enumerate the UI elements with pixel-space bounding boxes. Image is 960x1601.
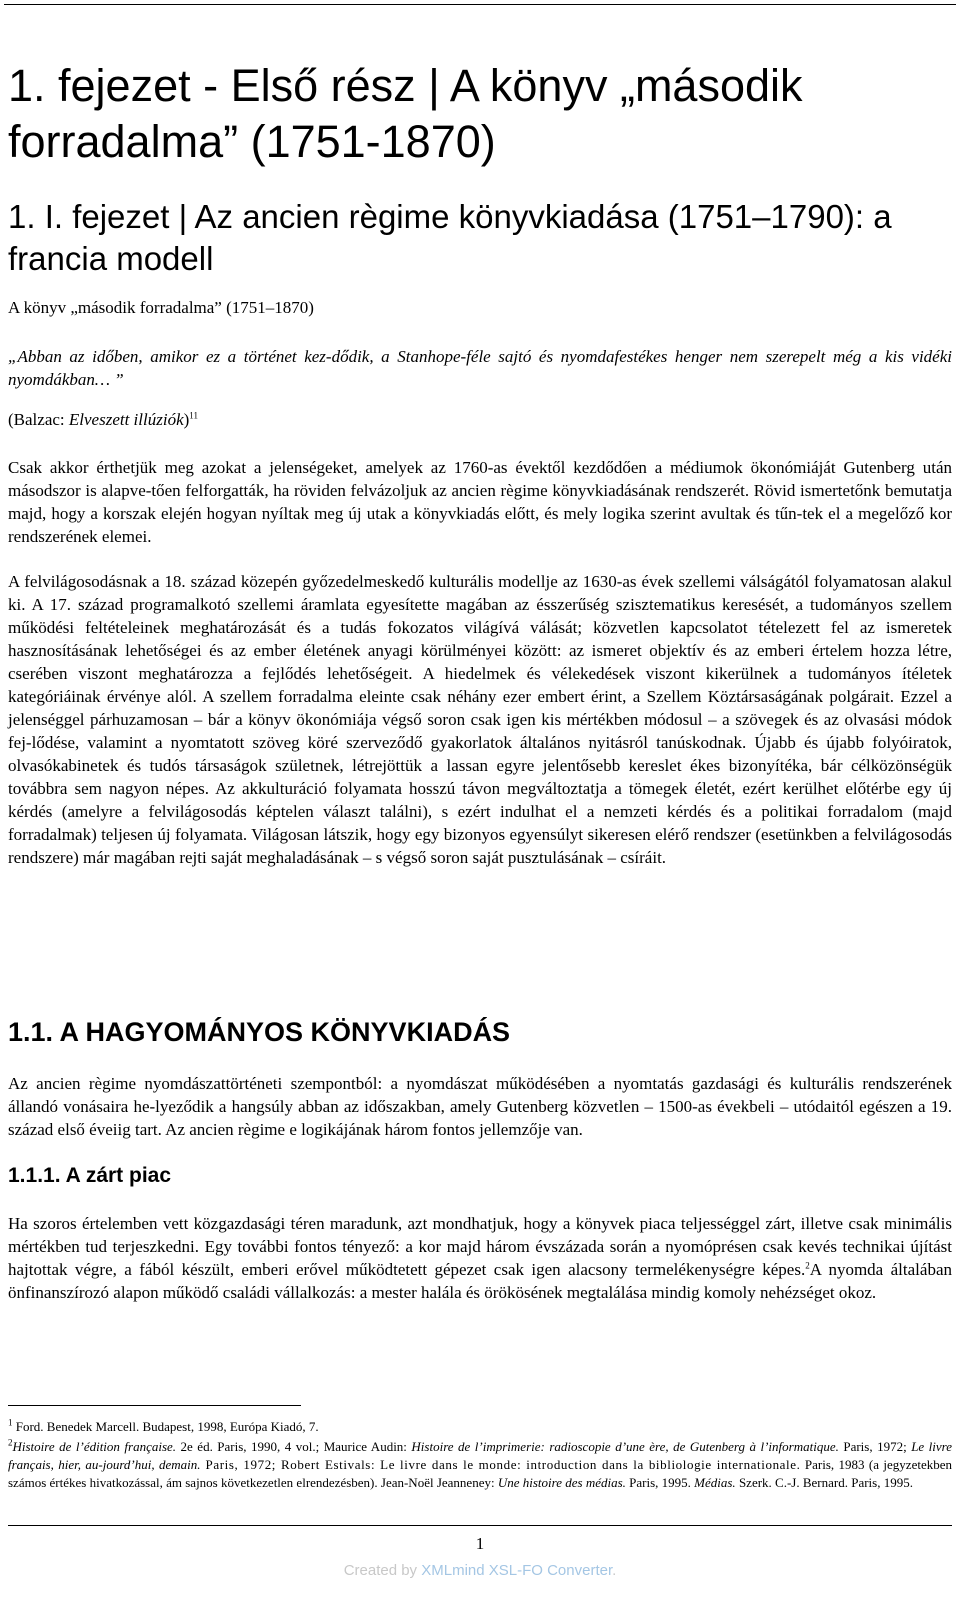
subtitle: A könyv „második forradalma” (1751–1870) [8, 298, 314, 317]
footer-separator [8, 1525, 952, 1526]
attribution-work: Elveszett illúziók [68, 410, 184, 429]
paragraph-4-part-a: Ha szoros értelemben vett közgazdasági téren maradunk, azt mondhatjuk, hogy a könyvek piaca teljességgel zárt, illetve csak minimális mértékben tud terjeszkedni. Egy további fontos tényező: a kor majd három évszázada során a nyomóprésen csak kevés technikai újítást hajtottak végre, a fából készült, emberi erővel működtetett gépezet csak igen alacsony termelékenységre képes. [8, 1214, 952, 1279]
footnote-2-title-4: Une histoire des médias. [497, 1475, 626, 1490]
footnote-2-text-3: Paris, 1972; Robert Estivals: Le livre dans le monde: introduction dans la bibliologie internationale. [200, 1457, 801, 1472]
footnote-2-text-2: Paris, 1972; [838, 1439, 912, 1454]
footnote-1-mark: 1 [8, 1417, 13, 1428]
footnote-1-text: Ford. Benedek Marcell. Budapest, 1998, Európa Kiadó, 7. [15, 1419, 319, 1434]
paragraph-4-part-b: A nyomda általában önfinanszírozó alapon működő családi vállalkozás: a mester halála és örökösének megtalálása mindig komoly nehézséget okoz. [8, 1260, 952, 1302]
footnote-2-title-1: Histoire de l’édition française. [12, 1439, 177, 1454]
footnote-2-title-2: Histoire de l’imprimerie: radioscopie d’une ère, de Gutenberg à l’informatique. [411, 1439, 839, 1454]
section-title: 1. I. fejezet | Az ancien règime könyvkiadása (1751–1790): a francia modell [8, 198, 892, 277]
footnote-separator [8, 1405, 301, 1406]
heading-closed-market: 1.1.1. A zárt piac [8, 1164, 172, 1187]
heading-traditional-publishing: 1.1. A HAGYOMÁNYOS KÖNYVKIADÁS [8, 1017, 511, 1047]
attribution-suffix: ) [183, 410, 190, 429]
attribution-prefix: (Balzac: [8, 410, 69, 429]
footnote-2-title-5: Médias. [694, 1475, 736, 1490]
footnote-2-text-5: Paris, 1995. [625, 1475, 695, 1490]
credit-suffix: . [612, 1562, 617, 1579]
converter-credit [8, 1561, 952, 1581]
paragraph-3: Az ancien règime nyomdászattörténeti szempontból: a nyomdászat működésében a nyomtatás gazdasági és kulturális rendszerének állandó vonásaira he-lyeződik a hangsúly abban az időszakban, amely Gutenberg közvetlen – 1500-as évekbeli – utódaitól egészen a 19. század első éveiig tart. Az ancien règime e logikájának három fontos jellemzője van. [8, 1074, 952, 1139]
epigraph-attribution [8, 408, 952, 431]
footnote-ref-1[interactable]: 11 [189, 410, 198, 421]
footnote-2 [8, 1438, 952, 1492]
footnote-2-text-1: 2e éd. Paris, 1990, 4 vol.; Maurice Audin: [176, 1439, 412, 1454]
footnote-2-text-6: Szerk. C.-J. Bernard. Paris, 1995. [735, 1475, 913, 1490]
epigraph-quote: „Abban az időben, amikor ez a történet kez-dődik, a Stanhope-féle sajtó és nyomdafestékes henger nem szerepelt még a kis vidéki nyomdákban… ” [8, 347, 952, 389]
paragraph-2: A felvilágosodásnak a 18. század közepén győzedelmeskedő kulturális modellje az 1630-as évek szellemi válságától folyamatosan alakul ki. A 17. század programalkotó szellemi áramlata egyesítette magában az ésszerűség szisztematikus keresését, a tudományos szellem működési feltételeinek meghatározását és a tudás fokozatos világívá válását; közvetlen kapcsolatot tételezett fel az ismeretek hasznosításának lehetőségei és az ember életének anyagi körülményei között: az ismeret objektív és az emberi értelem hozza létre, cserében viszont meghatározza a fejlődés lehetőségeit. A hiedelmek és vélekedések viszont kikerülnek a tudományos ítéletek kategóriáinak érvénye alól. A szellem forradalma eleinte csak néhány ezer embert érint, a Szellem Köztársaságának polgárait. Ezzel a jelenséggel párhuzamosan – bár a könyv ökonómiája végső soron csak igen kis mértékben módosul – a szövegek és az olvasási módok fej-lődése, valamint a nyomtatott szöveg köré szerveződő gyakorlatok általános nyitásról tanúskodnak. Újabb és újabb folyóiratok, olvasókabinetek és tudós társaságok születnek, létrejöttük a lassan egyre jelentősebb kereslet ékes bizonyítéka, bár célközönségük továbbra sem nagyon népes. Az akkulturáció folyamata hosszú távon megváltoztatja a tömegek életét, ezért kerülhet előtérbe egy új kérdés (amelyre a felvilágosodás képtelen választ találni), s ezért indulhat el a nemzeti kérdés és a politikai forradalom (majd forradalmak) teljesen új folyamata. Világosan látszik, hogy egy bizonyos egyensúlyt sikeresen elérő rendszer (esetünkben a felvilágosodás rendszere) már magában rejti saját meghaladásának – s végső soron saját pusztulásának – csíráit. [8, 572, 952, 867]
top-border-line [4, 4, 956, 5]
paragraph-4 [8, 1212, 952, 1304]
paragraph-1: Csak akkor érthetjük meg azokat a jelenségeket, amelyek az 1760-as évektől kezdődően a médiumok ökonómiáját Gutenberg után másodszor is alapve-tően felforgatták, ha röviden felvázoljuk az ancien règime könyvkiadásának rendszerét. Rövid ismertetőnk bemutatja majd, hogy a korszak elején hogyan nyíltak meg új utak a könyvkiadás előtt, és mely logika szerint avultak és tűn-tek el a megelőző kor rendszerének elemei. [8, 458, 952, 546]
footnote-2-mark: 2 [8, 1437, 13, 1448]
page-number: 1 [475, 1534, 485, 1553]
credit-brand-link[interactable]: XMLmind XSL-FO Converter [421, 1562, 613, 1579]
footnote-2-text-4: Paris, 1983 (a jegyzetekben számos értékes hivatkozással, ám sajnos következetlen elrendezésben). Jean-Noël Jeanneney: [8, 1457, 952, 1490]
credit-prefix: Created by [343, 1562, 422, 1579]
footnote-ref-2[interactable]: 2 [805, 1260, 810, 1271]
footnote-2-title-3: Le livre français, hier, au-jourd’hui, demain. [8, 1439, 953, 1472]
footnote-1 [8, 1418, 952, 1436]
chapter-title: 1. fejezet - Első rész | A könyv „második forradalma” (1751-1870) [8, 60, 803, 167]
